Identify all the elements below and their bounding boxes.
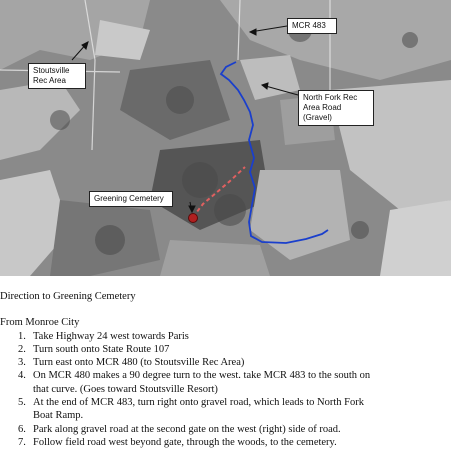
- step-7: 7. Follow field road west beyond gate, through the woods, to the cemetery.: [0, 436, 451, 449]
- directions-title: Direction to Greening Cemetery: [0, 291, 136, 302]
- step-3: 3. Turn east onto MCR 480 (to Stoutsville Rec Area): [0, 356, 451, 369]
- step-1: 1. Take Highway 24 west towards Paris: [0, 330, 451, 343]
- directions-block: [0, 290, 451, 449]
- cemetery-marker: [189, 214, 198, 223]
- step-text: Follow field road west beyond gate, through the woods, to the cemetery.: [33, 436, 337, 448]
- step-text-continued: Boat Ramp.: [33, 410, 84, 422]
- step-text: Take Highway 24 west towards Paris: [33, 330, 189, 342]
- callout-mcr483: MCR 483: [287, 18, 337, 34]
- callout-north-fork-road: North Fork Rec Area Road (Gravel): [298, 90, 374, 126]
- step-text: Turn south onto State Route 107: [33, 343, 170, 355]
- directions-steps: [0, 330, 451, 450]
- callout-stoutsville-rec-area: Stoutsville Rec Area: [28, 63, 86, 89]
- step-text: Turn east onto MCR 480 (to Stoutsville Rec Area): [33, 357, 245, 369]
- step-text: On MCR 480 makes a 90 degree turn to the west. take MCR 483 to the south on: [33, 370, 371, 382]
- step-text: Park along gravel road at the second gate on the west (right) side of road.: [33, 423, 341, 435]
- step-5: 5. At the end of MCR 483, turn right onto gravel road, which leads to North Fork Boat Ramp.: [0, 396, 451, 423]
- step-text: At the end of MCR 483, turn right onto gravel road, which leads to North Fork: [33, 397, 364, 409]
- step-4: 4. On MCR 480 makes a 90 degree turn to the west. take MCR 483 to the south on that curve. (Goes toward Stoutsville Resort): [0, 369, 451, 396]
- step-6: 6. Park along gravel road at the second gate on the west (right) side of road.: [0, 423, 451, 436]
- spacer: [0, 303, 451, 316]
- step-text-continued: that curve. (Goes toward Stoutsville Resort): [33, 383, 218, 395]
- step-2: 2. Turn south onto State Route 107: [0, 343, 451, 356]
- directions-origin: From Monroe City: [0, 317, 80, 329]
- callout-greening-cemetery: Greening Cemetery: [89, 191, 173, 207]
